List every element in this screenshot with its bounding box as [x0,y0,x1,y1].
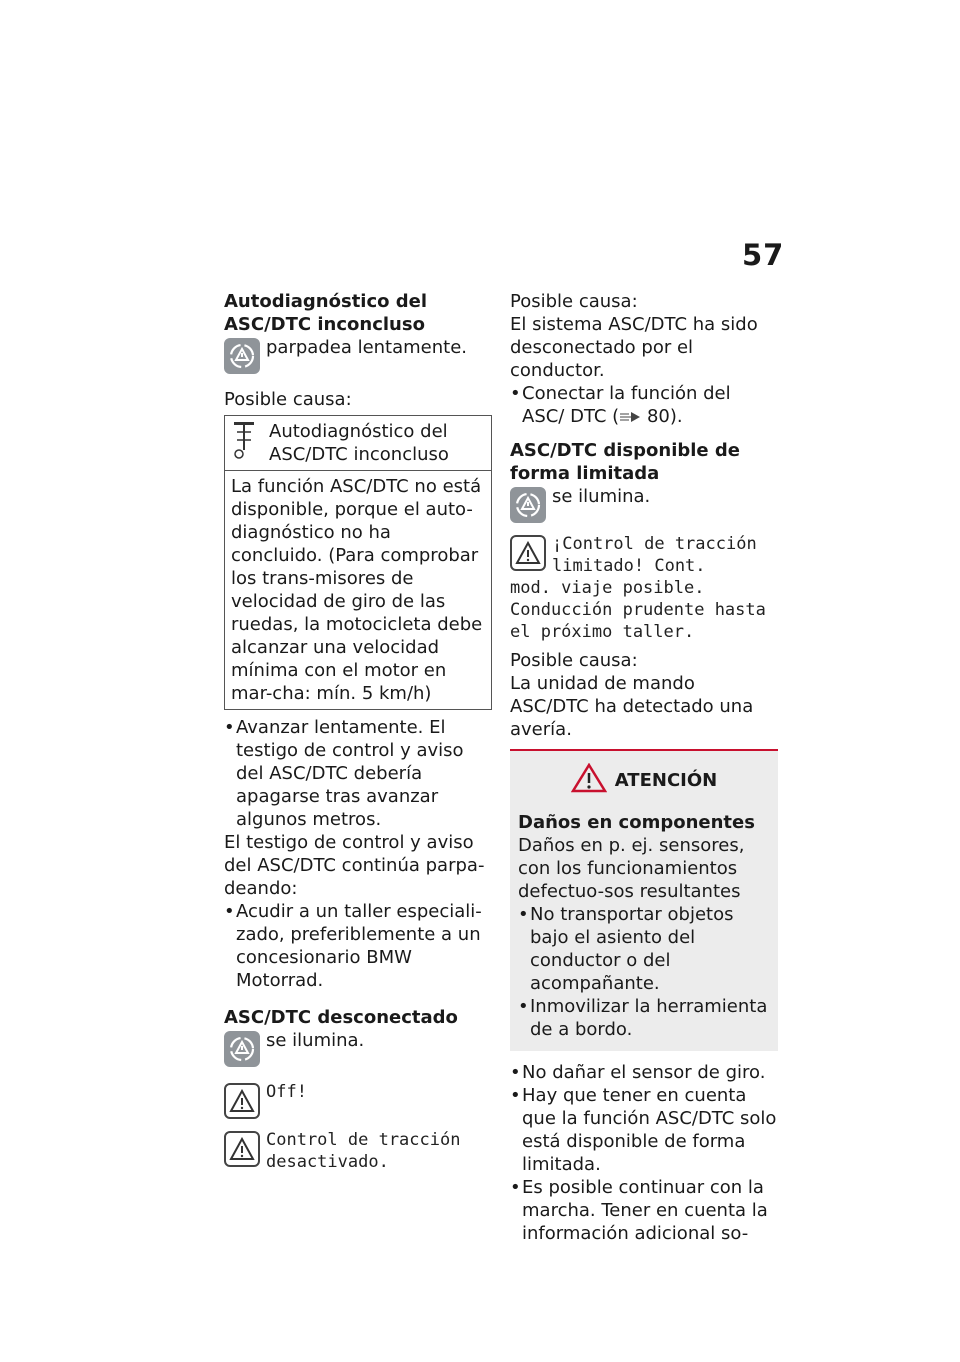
asc-traction-icon [224,338,260,374]
info-table-body: La función ASC/DTC no está disponible, porque el auto-diagnóstico no ha concluido. (Para comprobar los trans-misores de velocidad de giro de las ruedas, la motocicleta debe alcanzar una velocidad mínima con el motor en mar-cha: mín. 5 km/h) [231,476,483,704]
warning-triangle-icon [510,535,546,571]
icon-line-illuminated [510,485,778,523]
warning-bullet: • Inmovilizar la herramienta de a bordo. [518,995,768,1040]
warning-bullet: • No transportar objetos bajo el asiento del conductor o del acompañante. [518,903,734,994]
info-table-header [225,416,491,471]
section-title-asc-dtc-disconnected: ASC/DTC desconectado [224,1007,458,1028]
asc-traction-icon [224,1031,260,1067]
display-message-text: Off! [266,1082,307,1102]
possible-cause-label: Posible causa: [224,389,352,410]
possible-cause-label: Posible causa: [510,649,638,671]
paragraph: La unidad de mando ASC/DTC ha detectado una avería. [510,672,754,740]
bullet-item: • Hay que tener en cuenta que la función ASC/DTC solo está disponible de forma limitada. [510,1084,777,1175]
page-number: 57 [742,238,785,272]
warning-box [510,749,778,1051]
warning-triangle-icon [224,1131,260,1167]
page-reference-arrow-icon [619,406,641,429]
icon-line-illuminated [224,1029,492,1067]
bullet-item: • Acudir a un taller especiali-zado, preferiblemente a un concesionario BMW Motorrad. [224,901,482,991]
display-message-text-continued: mod. viaje posible. Conducción prudente hasta el próximo taller. [510,577,766,642]
right-column [510,290,778,1245]
info-table-header-text: Autodiagnóstico del ASC/DTC inconcluso [269,421,449,465]
display-message-off [224,1081,492,1119]
paragraph: El testigo de control y aviso del ASC/DTC continúa parpa-deando: [224,832,485,899]
section-title-asc-dtc-inconclusive: Autodiagnóstico del ASC/DTC inconcluso [224,291,428,335]
warning-header [518,763,770,799]
asc-traction-icon [510,487,546,523]
icon-line-text: se ilumina. [552,485,651,507]
icon-line-blinking [224,336,492,374]
info-table [224,415,492,710]
icon-line-text: parpadea lentamente. [266,337,468,358]
bullet-item: • Es posible continuar con la marcha. Tener en cuenta la información adicional so- [510,1176,768,1244]
display-message-text: ¡Control de tracción limitado! Cont. [552,533,757,576]
display-message-disabled [224,1129,492,1173]
paragraph: El sistema ASC/DTC ha sido desconectado por el conductor. [510,314,758,381]
section-title-asc-dtc-limited: ASC/DTC disponible de forma limitada [510,439,741,484]
possible-cause-label: Posible causa: [510,291,638,312]
warning-subtitle: Daños en componentes [518,811,755,833]
icon-line-text: se ilumina. [266,1030,365,1051]
warning-title: ATENCIÓN [614,770,718,791]
display-message-text: Control de tracción desactivado. [266,1130,461,1172]
warning-triangle-icon [224,1083,260,1119]
bullet-item: • No dañar el sensor de giro. [510,1061,766,1083]
bullet-item: • Avanzar lentamente. El testigo de control y aviso del ASC/DTC debería apagarse tras avanzar algunos metros. [224,717,464,830]
bullet-item: • Conectar la función del ASC/ DTC ( 80). [510,383,731,427]
left-column [224,290,492,1173]
diagnosis-sensor-icon [231,420,269,466]
warning-triangle-icon [571,763,607,799]
warning-text: Daños en p. ej. sensores, con los funcionamientos defectuo-sos resultantes [518,834,745,902]
display-message-limited [510,533,778,577]
